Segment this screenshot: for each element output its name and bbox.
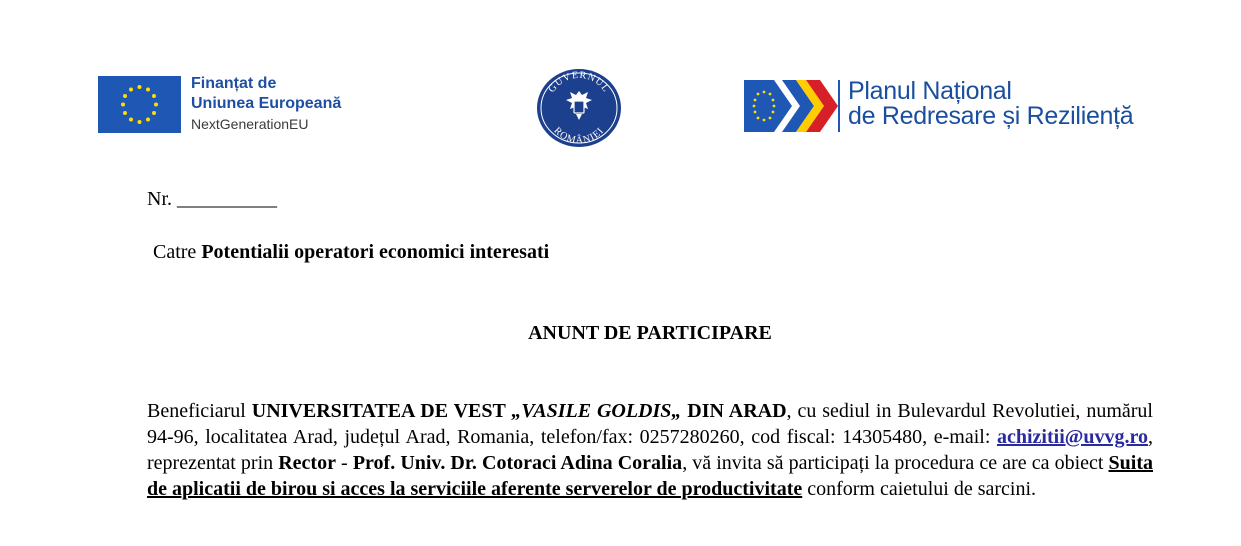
body-text: - (335, 452, 353, 474)
eu-line3: NextGenerationEU (191, 116, 309, 132)
eu-line1: Finanțat de (191, 75, 277, 92)
body-text: conform caietului de sarcini. (802, 478, 1037, 500)
pnrr-line1: Planul Național (848, 77, 1012, 105)
recipient-name: Potentialii operatori economici interesati (201, 241, 550, 263)
pnrr-logo-icon (744, 80, 840, 132)
page-title: ANUNT DE PARTICIPARE (528, 322, 772, 344)
beneficiary-city: DIN ARAD (681, 400, 787, 422)
beneficiary-name-quoted: „VASILE GOLDIS„ (511, 400, 682, 422)
beneficiary-name: UNIVERSITATEA DE VEST (251, 400, 512, 422)
seal-text-bottom: ROMÂNIEI (551, 125, 607, 147)
document-number: Nr. __________ (147, 188, 277, 210)
body-text: , vă invita să participați la procedura ce are ca obiect (682, 452, 1109, 474)
body-text: , cu sediul in Bulevardul Revolutiei, numărul 94-96, localitatea Arad, județul Arad, Romania, telefon/fax: 0257280260, cod fiscal: 14305480, e-mail: (147, 400, 1153, 448)
announcement-body (147, 398, 1153, 502)
eu-flag-icon (98, 76, 181, 133)
eu-funding-logo-text (191, 74, 341, 134)
representative-name: Prof. Univ. Dr. Cotoraci Adina Coralia (352, 452, 683, 474)
body-text: , reprezentat prin (147, 426, 1153, 474)
pnrr-line2: de Redresare și Reziliență (848, 102, 1134, 130)
pnrr-logo-text (848, 79, 1133, 129)
government-seal-icon (535, 67, 623, 149)
representative-role: Rector (278, 452, 336, 474)
procurement-object: Suita de aplicatii de birou si acces la serviciile aferente serverelor de productivitate (147, 452, 1154, 500)
eu-line2: Uniunea Europeană (191, 95, 342, 112)
recipient-prefix: Catre (153, 241, 202, 263)
email-link[interactable]: achizitii@uvvg.ro (996, 426, 1148, 448)
recipient-line (153, 241, 549, 264)
seal-text-top: GUVERNUL (546, 69, 612, 95)
body-text: Beneficiarul (147, 400, 252, 422)
